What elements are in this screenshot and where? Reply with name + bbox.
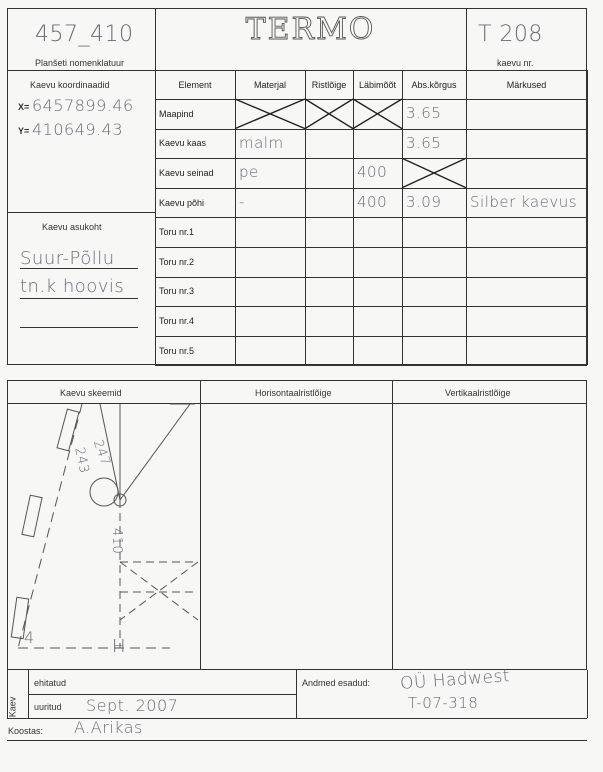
table-row: Kaevu seinad [159, 167, 214, 178]
sketch-dim3: 410 [109, 528, 124, 555]
table-row: Kaevu põhi [159, 197, 205, 208]
location-label: Kaevu asukoht [42, 222, 102, 232]
table-cell: 3.09 [406, 192, 442, 211]
table-cell: 3.65 [406, 104, 442, 122]
table-row: Toru nr.2 [159, 256, 195, 267]
sketch-dim1: 247 [89, 438, 114, 468]
sheet-label: Planšeti nomenklatuur [35, 58, 125, 68]
location-line2: tn.k hoovis [20, 276, 125, 297]
table-header: Element [178, 79, 212, 90]
footer-author-value: A.Arikas [74, 718, 143, 737]
sketch-col2: Horisontaalristlõige [255, 388, 332, 398]
sketch-col3: Vertikaalristlõige [445, 388, 511, 398]
table-row: Toru nr.4 [159, 315, 195, 326]
coords-x-value: 6457899.46 [32, 96, 134, 115]
table-header: Abs.kõrgus [411, 79, 457, 90]
coords-y-value: 410649.43 [32, 120, 124, 139]
footer-data-label: Andmed esadud: [302, 678, 371, 688]
table-row: Kaevu kaas [159, 138, 207, 149]
coords-label: Kaevu koordinaadid [30, 80, 110, 90]
well-label: kaevu nr. [497, 58, 534, 68]
table-header: Märkused [506, 79, 547, 90]
table-header: Läbimõõt [358, 79, 397, 90]
table-cell: malm [239, 133, 284, 152]
sketch-corner2: H [112, 636, 127, 657]
page-title: TERMO [245, 12, 376, 47]
table-row: Toru nr.1 [159, 227, 195, 238]
sheet-number: 457_410 [35, 22, 134, 47]
footer-data-line1: OÜ Hadwest [399, 666, 511, 694]
table-cell: 400 [357, 163, 388, 182]
table-cell: Silber kaevus [470, 192, 578, 211]
divider [296, 670, 297, 718]
footer-row2: uuritud [34, 702, 62, 712]
footer-author-label: Koostas: [8, 726, 44, 736]
table-header: Ristlõige [311, 79, 347, 90]
footer-row2-value: Sept. 2007 [86, 696, 179, 715]
sketch-corner1: 4 [24, 628, 35, 647]
footer-side-label: Kaev [7, 696, 18, 718]
table-row: Toru nr.3 [159, 286, 195, 297]
table-row: Toru nr.5 [159, 345, 195, 356]
table-header: Materjal [253, 79, 286, 90]
well-number: T 208 [478, 22, 543, 47]
sketch-col1: Kaevu skeemid [60, 388, 122, 398]
table-cell: pe [239, 163, 259, 182]
footer-row1: ehitatud [34, 678, 67, 688]
coords-y-prefix: Y= [18, 126, 30, 136]
location-line1: Suur-Põllu [20, 248, 115, 269]
divider [28, 694, 296, 695]
sketch-dim2: 243 [71, 446, 92, 475]
divider [587, 670, 588, 718]
table-row: Maapind [159, 108, 194, 119]
table-cell: 400 [357, 192, 388, 211]
divider [7, 740, 587, 741]
footer-data-line2: T-07-318 [408, 694, 479, 712]
coords-x-prefix: X= [18, 102, 30, 112]
table-cell: 3.65 [406, 133, 442, 152]
table-cell: - [239, 192, 245, 211]
